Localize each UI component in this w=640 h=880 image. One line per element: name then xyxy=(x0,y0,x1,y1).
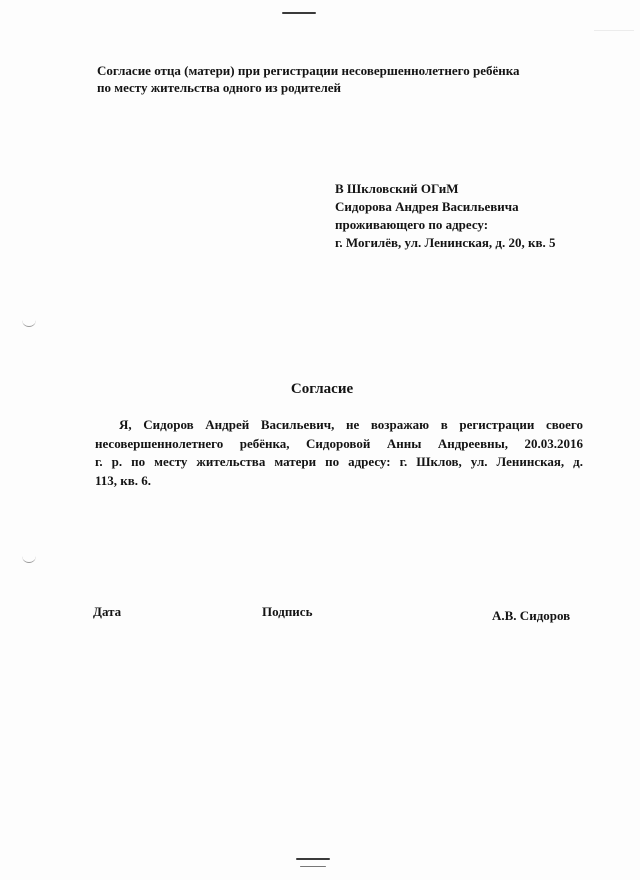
signer-name: А.В. Сидоров xyxy=(492,608,571,623)
date-label: Дата xyxy=(93,604,122,619)
addressee-line: проживающего по адресу: xyxy=(335,217,489,232)
consent-body-line: 113, кв. 6. xyxy=(95,472,152,488)
scan-artifact-top xyxy=(282,12,316,14)
consent-body xyxy=(95,416,583,490)
document-title-line: Согласие отца (матери) при регистрации несовершеннолетнего ребёнка xyxy=(97,63,520,78)
addressee-block xyxy=(335,180,556,252)
addressee-line: Сидорова Андрея Васильевича xyxy=(335,199,519,214)
scan-artifact-bottom xyxy=(296,858,330,860)
scan-artifact-corner xyxy=(594,30,634,45)
punch-hole-mark xyxy=(22,320,36,327)
signature-label: Подпись xyxy=(262,604,313,619)
addressee-line: В Шкловский ОГиМ xyxy=(335,181,459,196)
consent-heading: Согласие xyxy=(290,381,354,397)
document-title-line: по месту жительства одного из родителей xyxy=(97,80,342,95)
consent-body-line: несовершеннолетнего ребёнка, Сидоровой Анны Андреевны, 20.03.2016 xyxy=(95,435,583,451)
document-title xyxy=(97,62,617,96)
scan-artifact-bottom xyxy=(300,866,326,867)
punch-hole-mark xyxy=(22,556,36,563)
consent-body-line: г. р. по месту жительства матери по адресу: г. Шклов, ул. Ленинская, д. xyxy=(95,454,583,469)
consent-body-line: Я, Сидоров Андрей Васильевич, не возражаю в регистрации своего xyxy=(119,417,583,432)
addressee-line: г. Могилёв, ул. Ленинская, д. 20, кв. 5 xyxy=(335,235,556,250)
